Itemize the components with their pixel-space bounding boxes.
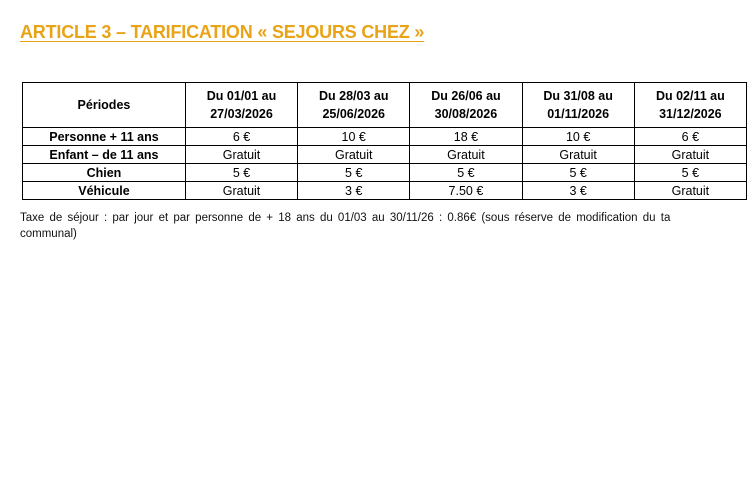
period-header [298, 83, 410, 128]
price-cell: 5 € [298, 164, 410, 182]
price-cell: Gratuit [410, 146, 522, 164]
period-header [634, 83, 746, 128]
period-start: Du 26/06 au [431, 89, 501, 103]
price-cell: 5 € [410, 164, 522, 182]
period-end: 31/12/2026 [659, 107, 722, 121]
price-cell: 5 € [634, 164, 746, 182]
row-label: Enfant – de 11 ans [23, 146, 186, 164]
period-header [522, 83, 634, 128]
period-start: Du 01/01 au [206, 89, 277, 103]
pricing-table-container [22, 82, 725, 212]
pricing-table [22, 82, 747, 200]
period-start: Du 31/08 au [543, 89, 613, 103]
price-cell: 10 € [298, 128, 410, 146]
price-cell: Gratuit [298, 146, 410, 164]
price-cell: 10 € [522, 128, 634, 146]
period-end: 27/03/2026 [210, 107, 273, 121]
price-cell: 3 € [522, 182, 634, 200]
tourist-tax-note-line: communal) [20, 228, 77, 240]
table-row [23, 164, 747, 182]
price-cell: 6 € [634, 128, 746, 146]
article-title: ARTICLE 3 – TARIFICATION « SEJOURS CHEZ » [20, 22, 425, 42]
period-end: 01/11/2026 [547, 107, 610, 121]
table-row [23, 128, 747, 146]
period-end: 25/06/2026 [322, 107, 385, 121]
table-row [23, 182, 747, 200]
price-cell: 6 € [185, 128, 297, 146]
price-cell: Gratuit [634, 146, 746, 164]
row-label: Personne + 11 ans [23, 128, 186, 146]
period-header [410, 83, 522, 128]
price-cell: 5 € [185, 164, 297, 182]
row-label: Chien [23, 164, 186, 182]
table-row [23, 146, 747, 164]
table-header-row [23, 83, 747, 128]
price-cell: 18 € [410, 128, 522, 146]
price-cell: 3 € [298, 182, 410, 200]
price-cell: Gratuit [185, 146, 297, 164]
price-cell: Gratuit [185, 182, 297, 200]
period-start: Du 28/03 au [318, 89, 389, 103]
price-cell: 7.50 € [410, 182, 522, 200]
tourist-tax-note [20, 210, 700, 246]
price-cell: Gratuit [522, 146, 634, 164]
price-cell: 5 € [522, 164, 634, 182]
periods-header: Périodes [23, 83, 186, 128]
price-cell: Gratuit [634, 182, 746, 200]
period-end: 30/08/2026 [434, 107, 498, 121]
period-start: Du 02/11 au [655, 89, 725, 103]
tourist-tax-note-line: Taxe de séjour : par jour et par personne de + 18 ans du 01/03 au 30/11/26 : 0.86€ (sous réserve de modification du ta [20, 212, 671, 224]
row-label: Véhicule [23, 182, 186, 200]
period-header [185, 83, 297, 128]
